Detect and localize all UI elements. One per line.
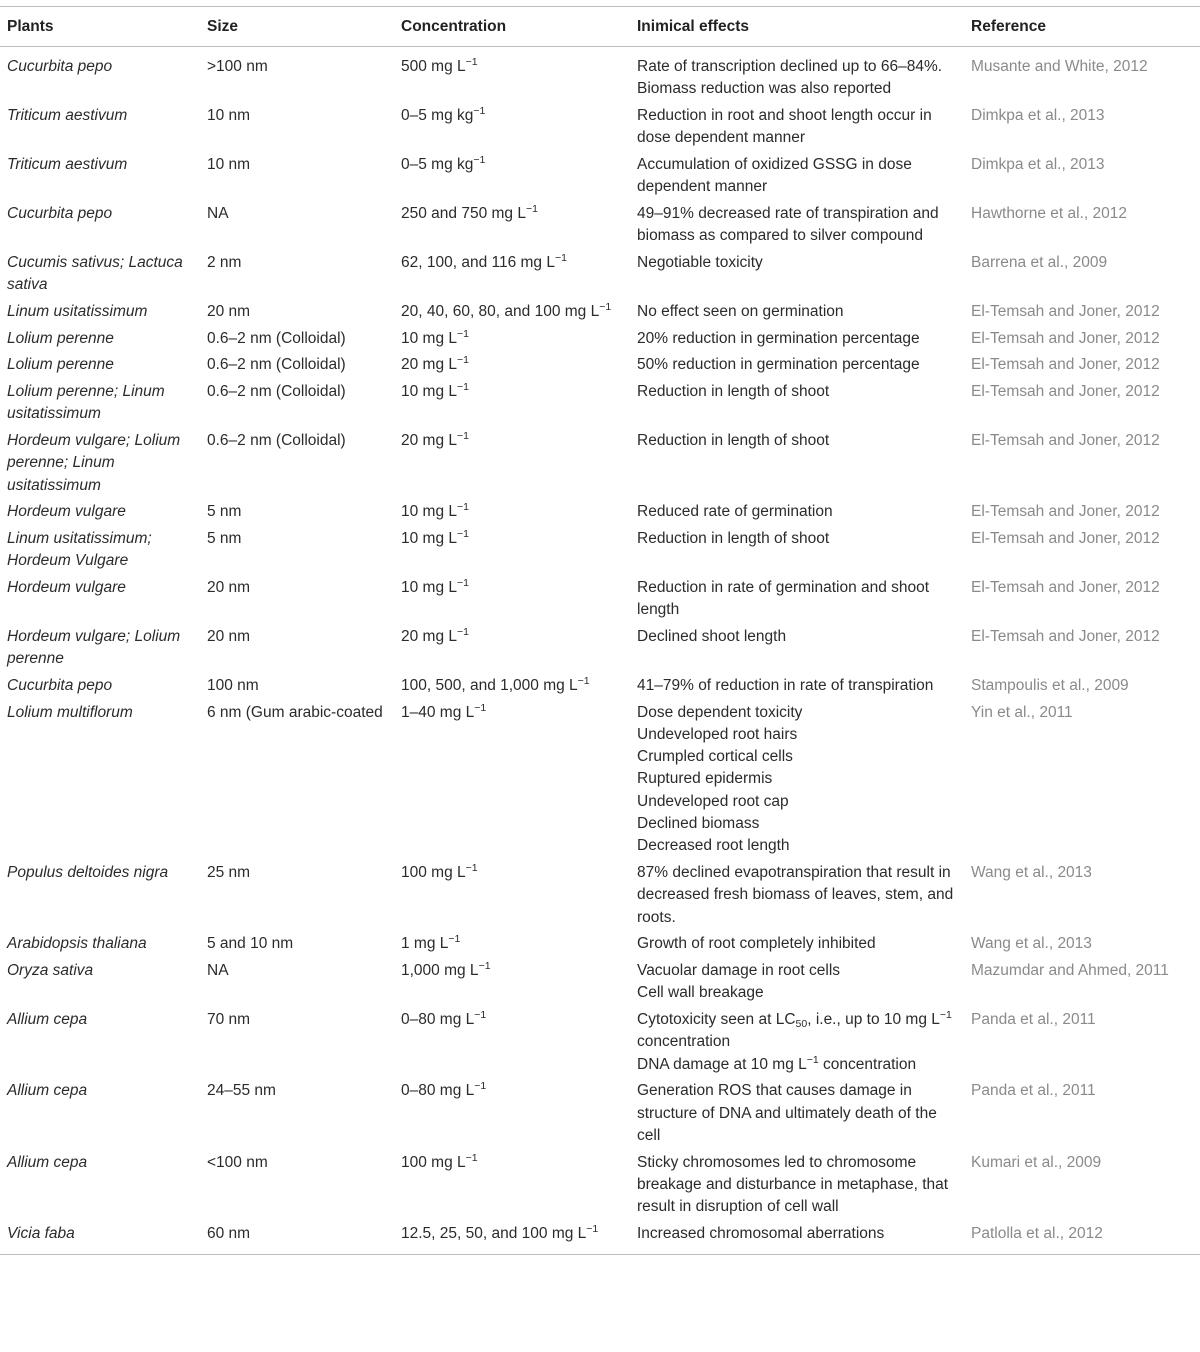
effect-line: Reduction in length of shoot bbox=[637, 382, 830, 400]
table-header bbox=[0, 7, 1200, 47]
cell-concentration: 250 and 750 mg $L^{-1}$ bbox=[401, 202, 538, 222]
table-row bbox=[0, 154, 1200, 203]
effect-line: Declined biomass bbox=[637, 815, 760, 833]
cell-size: 5 nm bbox=[207, 503, 242, 521]
cell-reference: El-Temsah and Joner, 2012 bbox=[971, 529, 1160, 547]
cell-concentration: 0–5 mg $kg^{-1}$ bbox=[401, 153, 486, 173]
cell-plant: Arabidopsis thaliana bbox=[7, 935, 147, 953]
cell-plant: Hordeum vulgare bbox=[7, 578, 126, 596]
cell-size: 10 nm bbox=[207, 106, 251, 124]
effect-line: Reduction in length of shoot bbox=[637, 431, 830, 449]
table-row bbox=[0, 528, 1200, 577]
effect-line: Undeveloped root cap bbox=[637, 792, 789, 810]
table-row bbox=[0, 252, 1200, 301]
cell-reference: Dimkpa et al., 2013 bbox=[971, 155, 1105, 173]
cell-concentration: 10 mg $L^{-1}$ bbox=[401, 380, 469, 400]
cell-size: 0.6–2 nm (Colloidal) bbox=[207, 382, 346, 400]
cell-plant: Cucurbita pepo bbox=[7, 204, 113, 222]
cell-concentration: 10 mg $L^{-1}$ bbox=[401, 576, 469, 596]
cell-reference: Musante and White, 2012 bbox=[971, 58, 1148, 75]
cell-plant: Cucurbita pepo bbox=[7, 58, 113, 75]
cell-plant: Linum usitatissimum; Hordeum Vulgare bbox=[7, 529, 152, 570]
cell-size: 20 nm bbox=[207, 627, 251, 645]
cell-effects bbox=[630, 528, 964, 577]
cell-plant: Oryza sativa bbox=[7, 962, 94, 980]
cell-plant: Cucurbita pepo bbox=[7, 676, 113, 694]
effect-line: DNA damage at 10 mg $L^{-1}$ concentration bbox=[637, 1053, 917, 1073]
cell-concentration: 10 mg $L^{-1}$ bbox=[401, 501, 469, 521]
cell-size: 6 nm (Gum arabic-coated bbox=[207, 703, 383, 721]
effect-line: Generation ROS that causes damage in structure of DNA and ultimately death of the cell bbox=[637, 1082, 937, 1144]
cell-reference: El-Temsah and Joner, 2012 bbox=[971, 503, 1160, 521]
table-row bbox=[0, 675, 1200, 702]
cell-size: NA bbox=[207, 204, 229, 222]
effect-line: 50% reduction in germination percentage bbox=[637, 356, 920, 374]
effect-line: Biomass reduction was also reported bbox=[637, 80, 892, 98]
cell-plant: Vicia faba bbox=[7, 1224, 75, 1242]
effect-line: 49–91% decreased rate of transpiration and biomass as compared to silver compound bbox=[637, 204, 939, 245]
cell-concentration: 1 mg $L^{-1}$ bbox=[401, 933, 461, 953]
cell-size: 25 nm bbox=[207, 864, 251, 882]
header-size: Size bbox=[207, 18, 239, 35]
cell-size: >100 nm bbox=[207, 58, 268, 75]
effect-line: Reduced rate of germination bbox=[637, 503, 833, 521]
cell-concentration: 0–80 mg $L^{-1}$ bbox=[401, 1080, 487, 1100]
cell-concentration: 10 mg $L^{-1}$ bbox=[401, 327, 469, 347]
cell-effects bbox=[630, 501, 964, 528]
cell-size: 70 nm bbox=[207, 1011, 251, 1028]
cell-plant: Lolium perenne; Linum usitatissimum bbox=[7, 382, 165, 423]
effect-line: Reduction in rate of germination and shoot length bbox=[637, 578, 930, 619]
cell-size: <100 nm bbox=[207, 1153, 268, 1171]
cell-effects bbox=[630, 105, 964, 154]
cell-size: 100 nm bbox=[207, 676, 259, 694]
cell-concentration: 20, 40, 60, 80, and 100 mg $L^{-1}$ bbox=[401, 300, 612, 320]
cell-effects bbox=[630, 354, 964, 381]
cell-reference: Mazumdar and Ahmed, 2011 bbox=[971, 962, 1169, 980]
cell-reference: El-Temsah and Joner, 2012 bbox=[971, 627, 1160, 645]
cell-size: 2 nm bbox=[207, 253, 242, 271]
effect-line: Declined shoot length bbox=[637, 627, 787, 645]
cell-concentration: 10 mg $L^{-1}$ bbox=[401, 527, 469, 547]
cell-reference: Barrena et al., 2009 bbox=[971, 253, 1108, 271]
cell-effects bbox=[630, 1009, 964, 1080]
effect-line: Negotiable toxicity bbox=[637, 253, 763, 271]
cell-effects bbox=[630, 960, 964, 1009]
cell-plant: Lolium multiflorum bbox=[7, 703, 133, 721]
effect-line: Cytotoxicity seen at $LC_{50}$, i.e., up to 10 mg $L^{-1}$ concentration bbox=[637, 1009, 952, 1051]
cell-plant: Lolium perenne bbox=[7, 329, 114, 347]
effect-line: Rate of transcription declined up to 66–84%. bbox=[637, 58, 943, 75]
cell-effects bbox=[630, 381, 964, 430]
table-row bbox=[0, 577, 1200, 626]
cell-reference: Kumari et al., 2009 bbox=[971, 1153, 1102, 1171]
cell-size: 5 and 10 nm bbox=[207, 935, 294, 953]
table-row bbox=[0, 501, 1200, 528]
cell-effects bbox=[630, 203, 964, 252]
table-row bbox=[0, 1009, 1200, 1080]
effect-line: 20% reduction in germination percentage bbox=[637, 329, 920, 347]
effect-line: Reduction in length of shoot bbox=[637, 529, 830, 547]
cell-size: NA bbox=[207, 962, 229, 980]
cell-size: 20 nm bbox=[207, 578, 251, 596]
header-concentration: Concentration bbox=[401, 18, 507, 35]
cell-reference: Panda et al., 2011 bbox=[971, 1082, 1096, 1100]
table-row bbox=[0, 1223, 1200, 1255]
cell-concentration: 1–40 mg $L^{-1}$ bbox=[401, 701, 487, 721]
effect-line: 87% declined evapotranspiration that result in decreased fresh biomass of leaves, stem, and roots. bbox=[637, 864, 954, 926]
cell-plant: Triticum aestivum bbox=[7, 106, 128, 124]
table-row bbox=[0, 1152, 1200, 1223]
effect-line: No effect seen on germination bbox=[637, 302, 844, 320]
cell-effects bbox=[630, 675, 964, 702]
cell-effects bbox=[630, 430, 964, 501]
table-row bbox=[0, 381, 1200, 430]
cell-concentration: 100, 500, and 1,000 mg $L^{-1}$ bbox=[401, 674, 590, 694]
cell-reference: Hawthorne et al., 2012 bbox=[971, 204, 1127, 222]
cell-effects bbox=[630, 328, 964, 355]
table-row bbox=[0, 105, 1200, 154]
cell-effects bbox=[630, 626, 964, 675]
cell-size: 5 nm bbox=[207, 529, 242, 547]
cell-plant: Populus deltoides nigra bbox=[7, 864, 169, 882]
cell-reference: El-Temsah and Joner, 2012 bbox=[971, 578, 1160, 596]
cell-reference: Yin et al., 2011 bbox=[971, 703, 1073, 721]
cell-reference: Panda et al., 2011 bbox=[971, 1011, 1096, 1028]
effect-line: Sticky chromosomes led to chromosome breakage and disturbance in metaphase, that result in disruption of cell wall bbox=[637, 1153, 949, 1216]
cell-reference: El-Temsah and Joner, 2012 bbox=[971, 356, 1160, 374]
cell-plant: Linum usitatissimum bbox=[7, 302, 148, 320]
cell-effects bbox=[630, 862, 964, 933]
table-row bbox=[0, 702, 1200, 862]
table-row bbox=[0, 203, 1200, 252]
cell-effects bbox=[630, 933, 964, 960]
cell-concentration: 20 mg $L^{-1}$ bbox=[401, 429, 469, 449]
cell-reference: El-Temsah and Joner, 2012 bbox=[971, 329, 1160, 347]
cell-plant: Hordeum vulgare; Lolium perenne; Linum usitatissimum bbox=[7, 431, 181, 494]
cell-plant: Allium cepa bbox=[7, 1082, 88, 1100]
cell-reference: El-Temsah and Joner, 2012 bbox=[971, 431, 1160, 449]
cell-reference: Wang et al., 2013 bbox=[971, 935, 1092, 953]
cell-effects bbox=[630, 47, 964, 105]
cell-effects bbox=[630, 154, 964, 203]
table-row bbox=[0, 430, 1200, 501]
toxicity-table bbox=[0, 6, 1200, 1255]
effect-line: Reduction in root and shoot length occur in dose dependent manner bbox=[637, 106, 932, 147]
table-row bbox=[0, 1080, 1200, 1151]
cell-concentration: 20 mg $L^{-1}$ bbox=[401, 354, 469, 374]
cell-plant: Hordeum vulgare bbox=[7, 503, 126, 521]
cell-effects bbox=[630, 252, 964, 301]
table-row bbox=[0, 960, 1200, 1009]
table-row bbox=[0, 328, 1200, 355]
table-row bbox=[0, 47, 1200, 105]
effect-line: Cell wall breakage bbox=[637, 984, 764, 1002]
effect-line: Dose dependent toxicity bbox=[637, 703, 803, 721]
cell-size: 24–55 nm bbox=[207, 1082, 276, 1100]
cell-concentration: 0–5 mg $kg^{-1}$ bbox=[401, 104, 486, 124]
table-row bbox=[0, 626, 1200, 675]
cell-concentration: 12.5, 25, 50, and 100 mg $L^{-1}$ bbox=[401, 1222, 599, 1242]
table-row bbox=[0, 354, 1200, 381]
cell-reference: El-Temsah and Joner, 2012 bbox=[971, 302, 1160, 320]
effect-line: Increased chromosomal aberrations bbox=[637, 1224, 885, 1242]
cell-plant: Allium cepa bbox=[7, 1011, 88, 1028]
cell-concentration: 0–80 mg $L^{-1}$ bbox=[401, 1009, 487, 1028]
effect-line: Accumulation of oxidized GSSG in dose dependent manner bbox=[637, 155, 912, 196]
cell-effects bbox=[630, 301, 964, 328]
cell-plant: Lolium perenne bbox=[7, 356, 114, 374]
cell-plant: Cucumis sativus; Lactuca sativa bbox=[7, 253, 183, 294]
cell-reference: Stampoulis et al., 2009 bbox=[971, 676, 1129, 694]
cell-plant: Triticum aestivum bbox=[7, 155, 128, 173]
cell-plant: Hordeum vulgare; Lolium perenne bbox=[7, 627, 181, 668]
cell-concentration: 100 mg $L^{-1}$ bbox=[401, 1151, 478, 1171]
table-row bbox=[0, 301, 1200, 328]
cell-reference: Patlolla et al., 2012 bbox=[971, 1224, 1103, 1242]
cell-concentration: 1,000 mg $L^{-1}$ bbox=[401, 960, 491, 980]
cell-plant: Allium cepa bbox=[7, 1153, 88, 1171]
table-row bbox=[0, 933, 1200, 960]
cell-size: 0.6–2 nm (Colloidal) bbox=[207, 356, 346, 374]
effect-line: Decreased root length bbox=[637, 837, 790, 855]
cell-concentration: 500 mg $L^{-1}$ bbox=[401, 56, 478, 75]
cell-size: 10 nm bbox=[207, 155, 251, 173]
cell-concentration: 20 mg $L^{-1}$ bbox=[401, 625, 469, 645]
cell-size: 20 nm bbox=[207, 302, 251, 320]
effect-line: Undeveloped root hairs bbox=[637, 725, 798, 743]
effect-line: Ruptured epidermis bbox=[637, 770, 773, 788]
table-body bbox=[0, 47, 1200, 1255]
cell-reference: El-Temsah and Joner, 2012 bbox=[971, 382, 1160, 400]
cell-size: 60 nm bbox=[207, 1224, 251, 1242]
effect-line: Vacuolar damage in root cells bbox=[637, 962, 841, 980]
cell-size: 0.6–2 nm (Colloidal) bbox=[207, 329, 346, 347]
cell-effects bbox=[630, 1080, 964, 1151]
header-plants: Plants bbox=[7, 18, 54, 35]
header-row bbox=[0, 7, 1200, 47]
cell-concentration: 100 mg $L^{-1}$ bbox=[401, 862, 478, 882]
effect-line: Crumpled cortical cells bbox=[637, 748, 793, 766]
header-reference: Reference bbox=[971, 18, 1046, 35]
cell-reference: Dimkpa et al., 2013 bbox=[971, 106, 1105, 124]
effect-line: Growth of root completely inhibited bbox=[637, 935, 876, 953]
effect-line: 41–79% of reduction in rate of transpiration bbox=[637, 676, 934, 694]
cell-size: 0.6–2 nm (Colloidal) bbox=[207, 431, 346, 449]
cell-concentration: 62, 100, and 116 mg $L^{-1}$ bbox=[401, 251, 567, 271]
cell-effects bbox=[630, 702, 964, 862]
cell-reference: Wang et al., 2013 bbox=[971, 864, 1092, 882]
cell-effects bbox=[630, 1152, 964, 1223]
cell-effects bbox=[630, 577, 964, 626]
table-row bbox=[0, 862, 1200, 933]
header-inimical-effects: Inimical effects bbox=[637, 18, 749, 35]
cell-effects bbox=[630, 1223, 964, 1255]
